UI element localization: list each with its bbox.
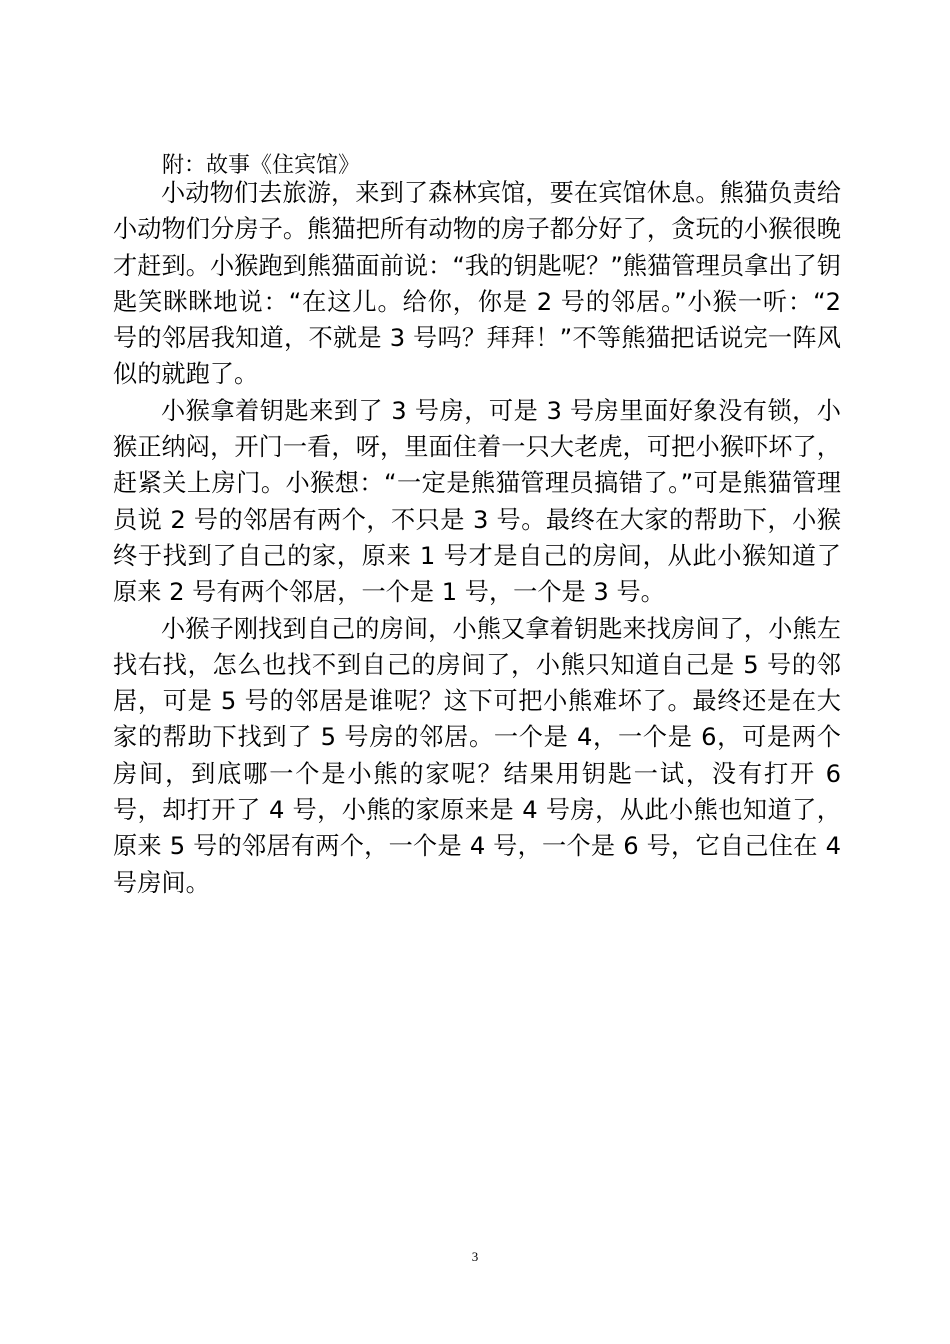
- story-paragraph: 小动物们去旅游，来到了森林宾馆，要在宾馆休息。熊猫负责给小动物们分房子。熊猫把所有动物的房子都分好了，贪玩的小猴很晚才赶到。小猴跑到熊猫面前说：“我的钥匙呢？”熊猫管理员拿出了钥匙笑眯眯地说：“在这儿。给你，你是 2 号的邻居。”小猴一听：“2 号的邻居我知道，不就是 3 号吗？拜拜！”不等熊猫把话说完一阵风似的就跑了。: [113, 179, 841, 389]
- story-paragraph: 小猴子刚找到自己的房间，小熊又拿着钥匙来找房间了，小熊左找右找，怎么也找不到自己的房间了，小熊只知道自己是 5 号的邻居，可是 5 号的邻居是谁呢？这下可把小熊难坏了。最终还是在大家的帮助下找到了 5 号房的邻居。一个是 4，一个是 6，可是两个房间，到底哪一个是小熊的家呢？结果用钥匙一试，没有打开 6 号，却打开了 4 号，小熊的家原来是 4 号房，从此小熊也知道了，原来 5 号的邻居有两个，一个是 4 号，一个是 6 号，它自己住在 4 号房间。: [113, 614, 841, 897]
- story-body: [113, 175, 841, 901]
- page-number: 3: [471, 1249, 479, 1264]
- appendix-heading: 附：故事《住宾馆》: [162, 153, 361, 178]
- story-paragraph: 小猴拿着钥匙来到了 3 号房，可是 3 号房里面好象没有锁，小猴正纳闷，开门一看，呀，里面住着一只大老虎，可把小猴吓坏了，赶紧关上房门。小猴想：“一定是熊猫管理员搞错了。”可是熊猫管理员说 2 号的邻居有两个，不只是 3 号。最终在大家的帮助下，小猴终于找到了自己的家，原来 1 号才是自己的房间，从此小猴知道了原来 2 号有两个邻居，一个是 1 号，一个是 3 号。: [113, 396, 841, 607]
